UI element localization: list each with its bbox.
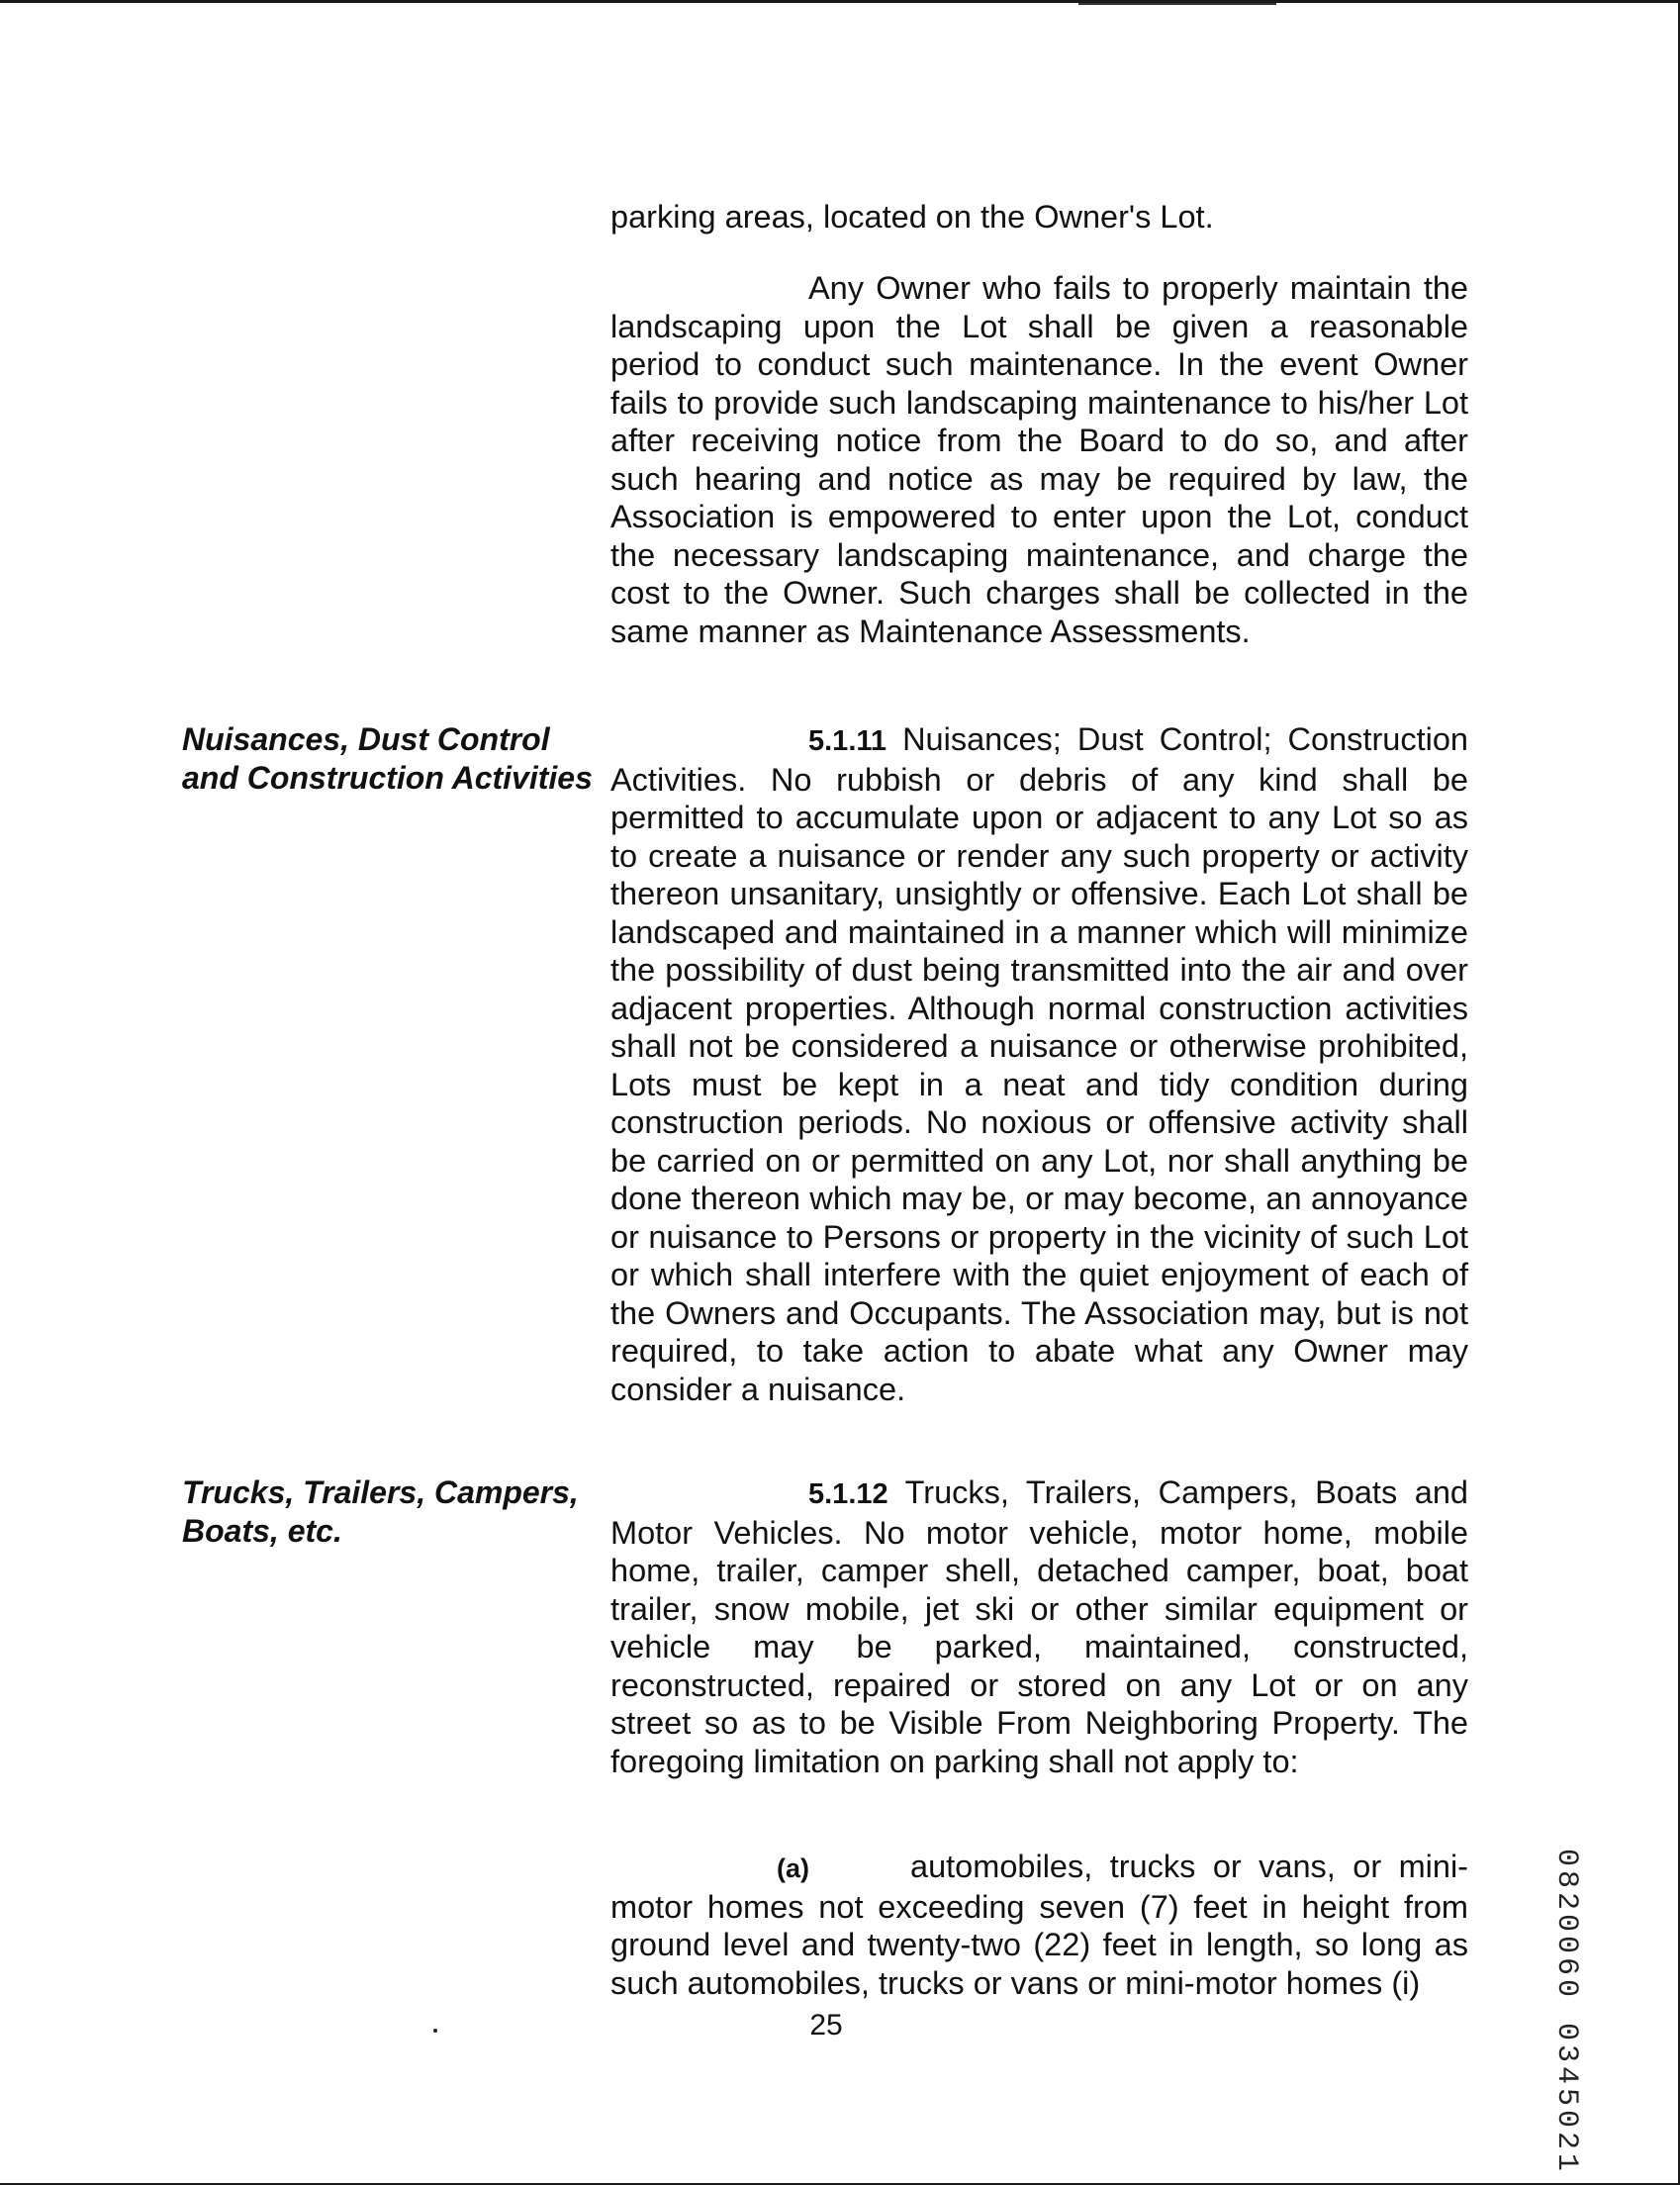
page-number: 25 bbox=[809, 2009, 843, 2042]
record-stamp: 0820060 0345021 bbox=[1549, 1849, 1583, 2176]
section-number: 5.1.12 bbox=[808, 1478, 888, 1510]
section-text: Nuisances; Dust Control; Construction Activities. No rubbish or debris of any kind shall be permitted to accumulate upon or adjacent to any Lot so as to create a nuisance or render any such property or activity thereon unsanitary, unsightly or offensive. Each Lot shall be landscaped and maintained in a manner which will minimize the possibility of dust being transmitted into the air and over adjacent properties. Although normal construction activities shall not be considered a nuisance or otherwise prohibited, Lots must be kept in a neat and tidy condition during construction periods. No noxious or offensive activity shall be carried on or permitted on any Lot, nor shall anything be done thereon which may be, or may become, an annoyance or nuisance to Persons or property in the vicinity of such Lot or which shall interfere with the quiet enjoyment of each of the Owners and Occupants. The Association may, but is not required, to take action to abate what any Owner may consider a nuisance. bbox=[610, 721, 1468, 1407]
landscaping-text: Any Owner who fails to properly maintain the landscaping upon the Lot shall be given a reasonable period to conduct such maintenance. In the event Owner fails to provide such landscaping maintenance to his/her Lot after receiving notice from the Board to do so, and after such hearing and notice as may be required by law, the Association is empowered to enter upon the Lot, conduct the necessary landscaping maintenance, and charge the cost to the Owner. Such charges shall be collected in the same manner as Maintenance Assessments. bbox=[610, 270, 1468, 649]
section-text: Trucks, Trailers, Campers, Boats and Motor Vehicles. No motor vehicle, motor home, mobile home, trailer, camper shell, detached camper, boat, boat trailer, snow mobile, jet ski or other similar equipment or vehicle may be parked, maintained, constructed, reconstructed, repaired or stored on any Lot or on any street so as to be Visible From Neighboring Property. The foregoing limitation on parking shall not apply to: bbox=[610, 1474, 1468, 1779]
side-heading-trucks: Trucks, Trailers, Campers, Boats, etc. bbox=[182, 1474, 579, 1549]
scan-speck bbox=[433, 2029, 437, 2033]
section-5-1-11 bbox=[610, 720, 1468, 1408]
side-heading-nuisances: Nuisances, Dust Control and Construction Activities bbox=[182, 721, 593, 796]
continued-text: parking areas, located on the Owner's Lot. bbox=[610, 199, 1214, 235]
sub-item-label: (a) bbox=[777, 1853, 809, 1883]
sub-item-a bbox=[610, 1848, 1468, 2002]
continued-paragraph bbox=[610, 198, 1468, 237]
section-5-1-12 bbox=[610, 1473, 1468, 1780]
scan-border-top bbox=[0, 0, 1680, 3]
sub-item-text: automobiles, trucks or vans, or mini-motor homes not exceeding seven (7) feet in height from ground level and twenty-two (22) feet in length, so long as such automobiles, trucks or vans or mini-motor homes (i) bbox=[610, 1849, 1468, 2001]
section-number: 5.1.11 bbox=[808, 725, 887, 757]
scan-border-mark bbox=[1078, 3, 1276, 5]
landscaping-paragraph bbox=[610, 269, 1468, 650]
